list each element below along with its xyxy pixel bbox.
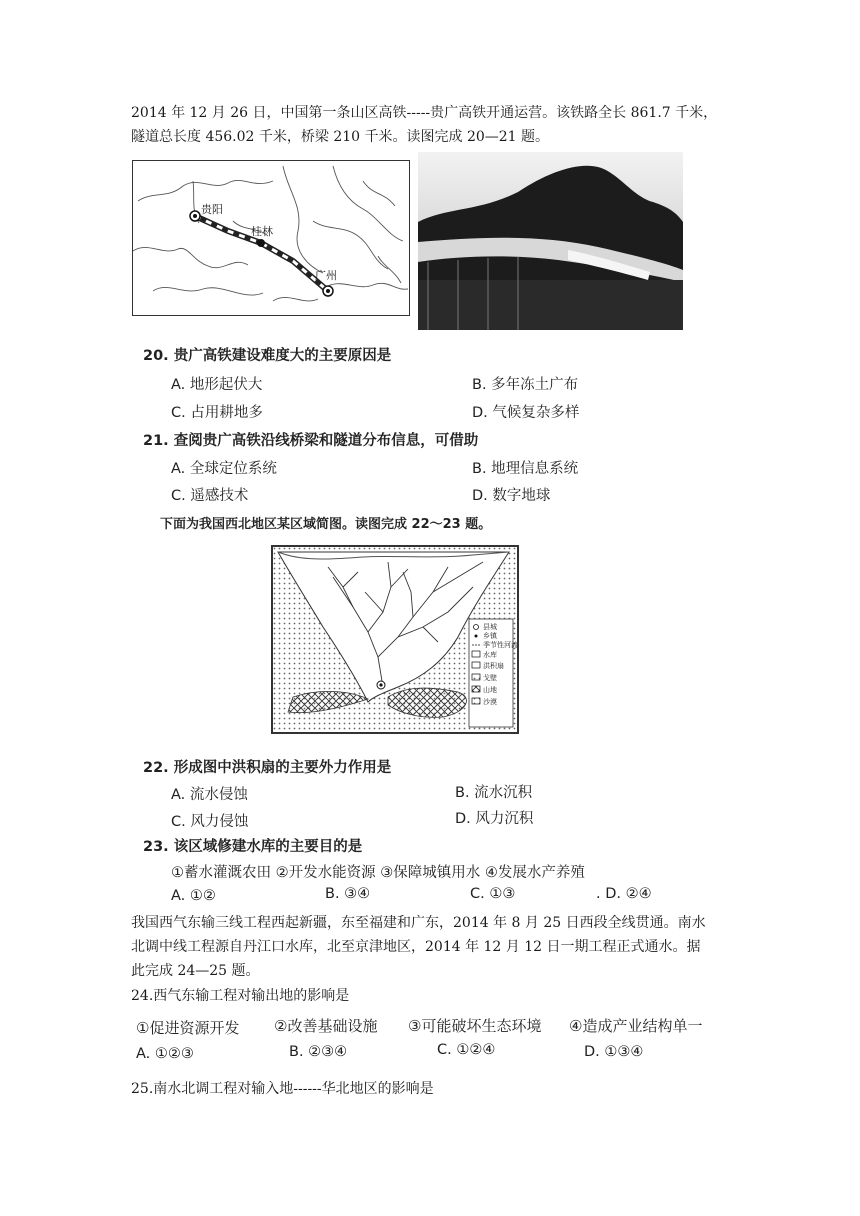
legend-gobi: 戈壁	[483, 674, 497, 682]
q22-option-a[interactable]: A. 流水侵蚀	[171, 787, 248, 803]
legend-town: 乡镇	[483, 632, 497, 640]
q23-stem: 23. 该区域修建水库的主要目的是	[143, 839, 363, 855]
q22-stem: 22. 形成图中洪积扇的主要外力作用是	[143, 760, 392, 776]
q22-option-c[interactable]: C. 风力侵蚀	[171, 814, 249, 830]
legend-county: 县城	[483, 623, 497, 631]
intro-line-2: 隧道总长度 456.02 千米，桥梁 210 千米。读图完成 20—21 题。	[131, 129, 550, 145]
q24-option-d[interactable]: D. ①③④	[584, 1044, 644, 1060]
q21-option-b[interactable]: B. 地理信息系统	[472, 461, 579, 477]
q25-stem: 25.南水北调工程对输入地------华北地区的影响是	[131, 1081, 434, 1097]
legend-fan: 洪积扇	[483, 662, 504, 670]
q22-option-b[interactable]: B. 流水沉积	[455, 785, 533, 801]
intro-3-line-3: 此完成 24—25 题。	[131, 963, 260, 979]
q23-option-a[interactable]: A. ①②	[171, 888, 216, 904]
q21-option-c[interactable]: C. 遥感技术	[171, 488, 249, 504]
intro-2: 下面为我国西北地区某区域简图。读图完成 22～23 题。	[160, 517, 492, 532]
alluvial-fan-map	[271, 545, 519, 734]
q20-option-c[interactable]: C. 占用耕地多	[171, 405, 263, 421]
q21-option-d[interactable]: D. 数字地球	[472, 488, 551, 504]
city-guiyang-label: 贵阳	[201, 203, 223, 216]
q23-items: ①蓄水灌溉农田 ②开发水能资源 ③保障城镇用水 ④发展水产养殖	[171, 865, 585, 881]
q24-item-3: ③可能破坏生态环境	[408, 1017, 542, 1035]
intro-3-line-1: 我国西气东输三线工程西起新疆，东至福建和广东，2014 年 8 月 25 日西段全线贯通。南水	[131, 915, 706, 931]
q24-item-4: ④造成产业结构单一	[569, 1017, 703, 1035]
railway-map-drawing	[133, 161, 409, 315]
q22-option-d[interactable]: D. 风力沉积	[455, 811, 534, 827]
q23-option-b[interactable]: B. ③④	[325, 886, 371, 902]
city-guangzhou-label: 广州	[315, 269, 337, 282]
q20-option-a[interactable]: A. 地形起伏大	[171, 377, 263, 393]
q24-item-1: ①促进资源开发	[136, 1019, 240, 1037]
alluvial-fan-drawing	[273, 547, 517, 732]
railway-map	[132, 160, 410, 316]
q20-option-d[interactable]: D. 气候复杂多样	[472, 405, 580, 421]
q23-option-c[interactable]: C. ①③	[470, 886, 516, 902]
q24-option-a[interactable]: A. ①②③	[136, 1046, 194, 1062]
q24-option-b[interactable]: B. ②③④	[289, 1044, 348, 1060]
intro-line-1: 2014 年 12 月 26 日，中国第一条山区高铁-----贵广高铁开通运营。该铁路全长 861.7 千米，	[131, 105, 718, 121]
legend-mountain: 山地	[483, 686, 497, 694]
legend-desert: 沙漠	[483, 698, 497, 706]
intro-3-line-2: 北调中线工程源自丹江口水库，北至京津地区，2014 年 12 月 12 日一期工程正式通水。据	[131, 939, 701, 955]
q24-stem: 24.西气东输工程对输出地的影响是	[131, 988, 350, 1004]
legend-river: 季节性河流	[483, 641, 517, 649]
q24-option-c[interactable]: C. ①②④	[437, 1042, 496, 1058]
q24-item-2: ②改善基础设施	[274, 1017, 378, 1035]
legend-reservoir: 水库	[483, 651, 497, 659]
train-photo-drawing	[418, 152, 683, 330]
q20-option-b[interactable]: B. 多年冻土广布	[472, 377, 579, 393]
city-guilin-label: 桂林	[251, 225, 273, 238]
q21-stem: 21. 查阅贵广高铁沿线桥梁和隧道分布信息，可借助	[143, 433, 479, 449]
q23-option-d[interactable]: . D. ②④	[596, 886, 652, 902]
q20-stem: 20. 贵广高铁建设难度大的主要原因是	[143, 348, 392, 364]
train-photo	[418, 152, 683, 330]
q21-option-a[interactable]: A. 全球定位系统	[171, 461, 277, 477]
